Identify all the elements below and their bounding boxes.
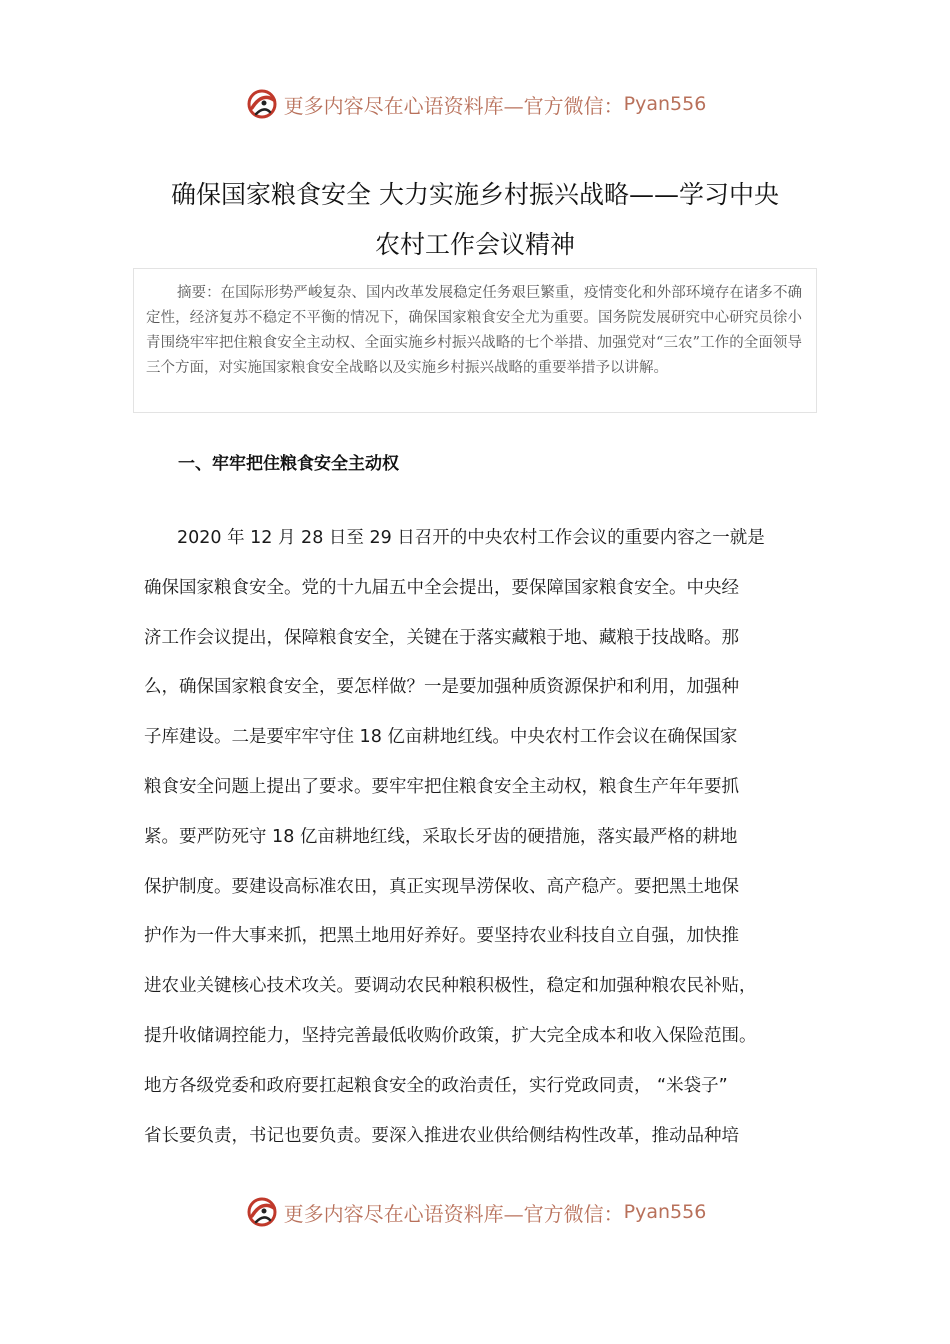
body-line: 2020 年 12 月 28 日至 29 日召开的中央农村工作会议的重要内容之一就是 [177,528,765,548]
body-line: 确保国家粮食安全。党的十九届五中全会提出，要保障国家粮食安全。中央经 [144,577,739,598]
banner-text: 更多内容尽在心语资料库—官方微信： [283,1201,624,1226]
body-line: 么，确保国家粮食安全，要怎样做？一是要加强种质资源保护和利用，加强种 [144,677,739,698]
article-title-line-1: 确保国家粮食安全 大力实施乡村振兴战略——学习中央 [171,180,779,209]
banner-text: 更多内容尽在心语资料库—官方微信： [283,93,624,118]
body-line: 地方各级党委和政府要扛起粮食安全的政治责任，实行党政同责， “米袋子” [144,1075,728,1096]
body-line: 济工作会议提出，保障粮食安全，关键在于落实藏粮于地、藏粮于技战略。那 [144,627,739,648]
body-line: 进农业关键核心技术攻关。要调动农民种粮积极性，稳定和加强种粮农民补贴， [144,976,757,997]
body-line: 紧。要严防死守 18 亿亩耕地红线，采取长牙齿的硬措施，落实最严格的耕地 [144,826,738,847]
body-line: 子库建设。二是要牢牢守住 18 亿亩耕地红线。中央农村工作会议在确保国家 [144,727,738,748]
body-line: 提升收储调控能力，坚持完善最低收购价政策，扩大完全成本和收入保险范围。 [144,1025,757,1046]
article-title [140,170,810,270]
body-paragraph [144,514,808,1161]
banner-wechat-id: Pyan556 [623,1201,707,1223]
banner-wechat-id: Pyan556 [623,93,707,115]
article-title-line-2: 农村工作会议精神 [374,230,575,259]
body-line: 粮食安全问题上提出了要求。要牢牢把住粮食安全主动权，粮食生产年年要抓 [144,776,739,797]
swirl-logo-icon [244,86,280,122]
footer-watermark-banner [0,1190,950,1234]
body-line: 省长要负责，书记也要负责。要深入推进农业供给侧结构性改革，推动品种培 [144,1125,739,1146]
header-watermark-banner [0,82,950,126]
section-heading: 一、牢牢把住粮食安全主动权 [178,454,399,474]
body-line: 护作为一件大事来抓，把黑土地用好养好。要坚持农业科技自立自强，加快推 [144,926,739,947]
abstract-box: 摘要：在国际形势严峻复杂、国内改革发展稳定任务艰巨繁重，疫情变化和外部环境存在诸多不确定性，经济复苏不稳定不平衡的情况下，确保国家粮食安全尤为重要。国务院发展研究中心研究员徐小青围绕牢牢把住粮食安全主动权、全面实施乡村振兴战略的七个举措、加强党对“三农”工作的全面领导三个方面，对实施国家粮食安全战略以及实施乡村振兴战略的重要举措予以讲解。 [133,268,817,413]
body-line: 保护制度。要建设高标准农田，真正实现旱涝保收、高产稳产。要把黑土地保 [144,876,739,897]
swirl-logo-icon [244,1194,280,1230]
